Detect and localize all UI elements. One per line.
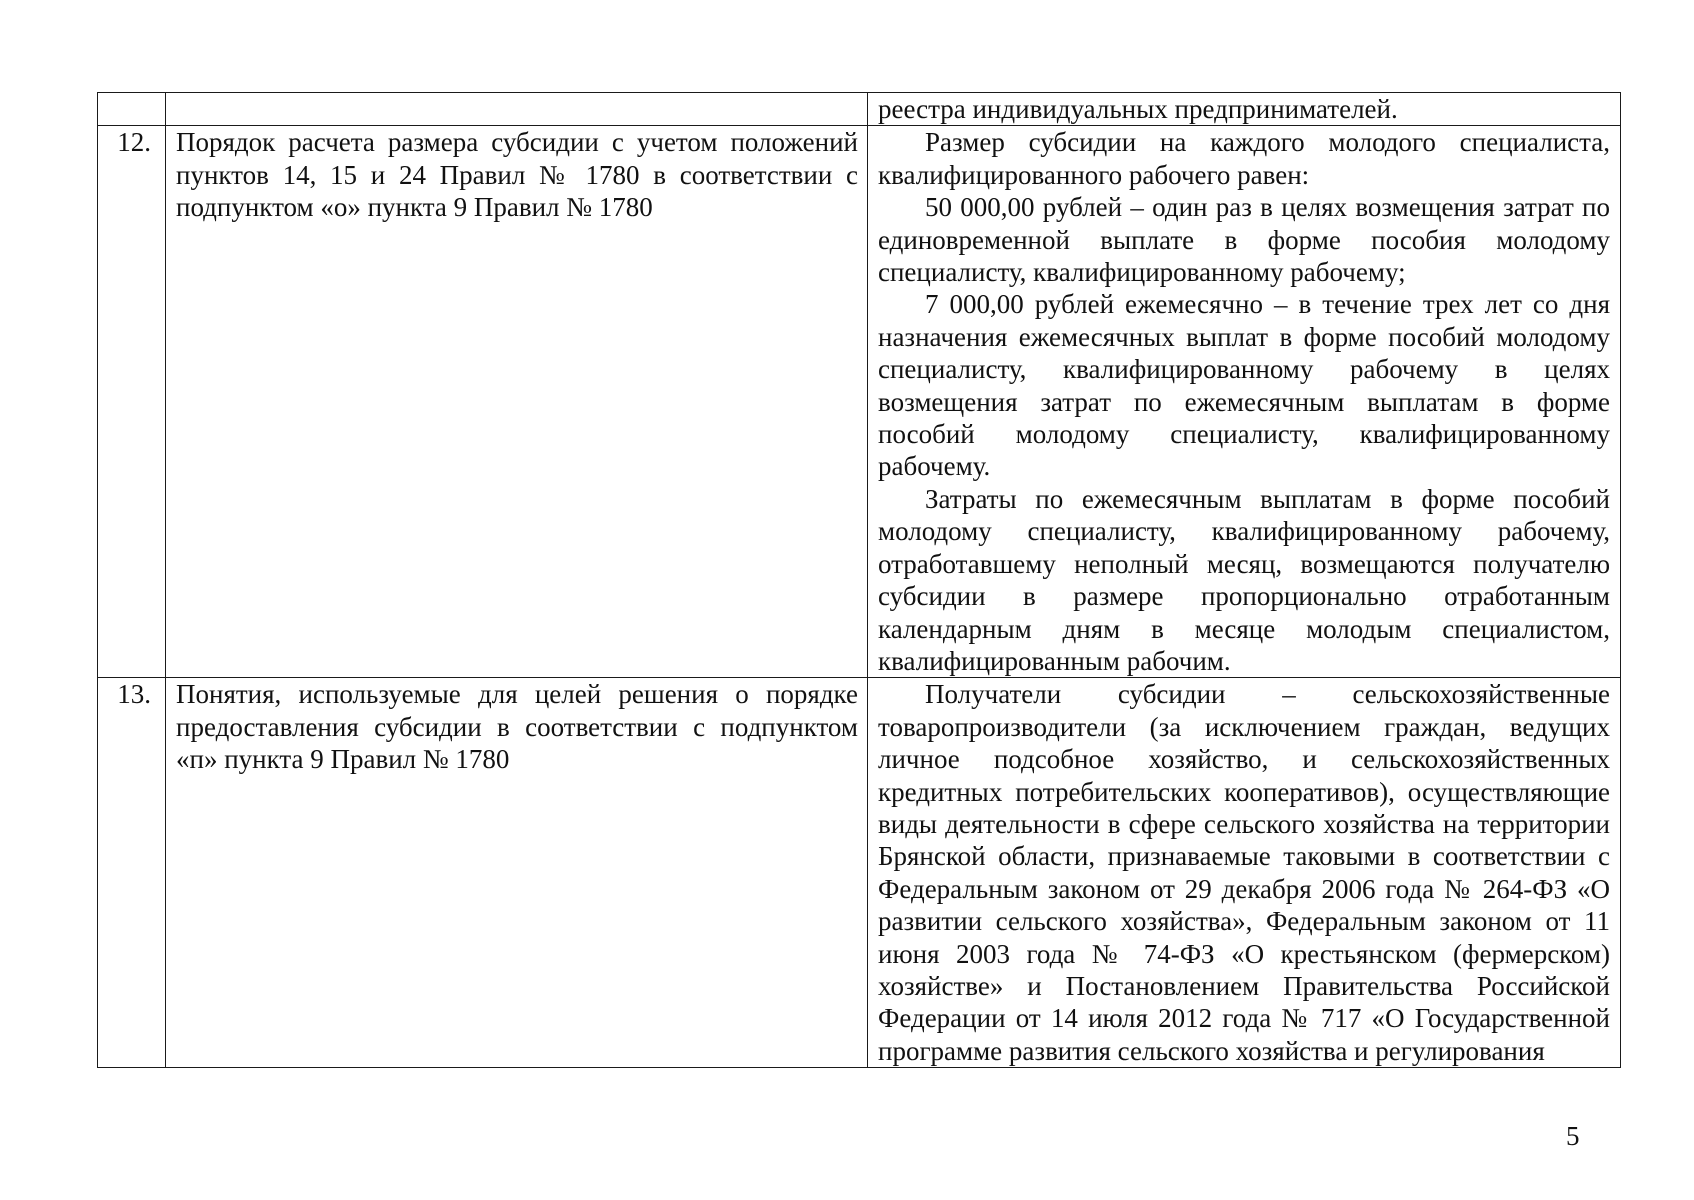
row-number-cell: 13. xyxy=(98,678,166,1068)
row-number-cell: 12. xyxy=(98,126,166,678)
value-paragraph: реестра индивидуальных предпринимателей. xyxy=(878,94,1398,124)
value-cell xyxy=(868,93,1621,126)
value-cell xyxy=(868,678,1621,1068)
value-paragraph: Получатели субсидии – сельскохозяйственные товаропроизводители (за исключением граждан, ведущих личное подсобное хозяйство, и сельскохозяйственных кредитных потребительских кооперативов), осуществляющие виды деятельности в сфере сельского хозяйства на территории Брянской области, признаваемые таковыми в соответствии с Федеральным законом от 29 декабря 2006 года № 264-ФЗ «О развитии сельского хозяйства», Федеральным законом от 11 июня 2003 года № 74-ФЗ «О крестьянском (фермерском) хозяйстве» и Постановлением Правительства Российской Федерации от 14 июля 2012 года № 717 «О Государственной программе развития сельского хозяйства и регулирования xyxy=(878,679,1610,1066)
value-paragraph: 50 000,00 рублей – один раз в целях возмещения затрат по единовременной выплате в форме пособия молодому специалисту, квалифицированному рабочему; xyxy=(878,192,1610,288)
table-row xyxy=(98,93,1621,126)
row-number-cell xyxy=(98,93,166,126)
parameter-cell: Порядок расчета размера субсидии с учетом положений пунктов 14, 15 и 24 Правил № 1780 в соответствии с подпунктом «о» пункта 9 Правил № 1780 xyxy=(166,126,868,678)
value-paragraph: 7 000,00 рублей ежемесячно – в течение трех лет со дня назначения ежемесячных выплат в форме пособий молодому специалисту, квалифицированному рабочему в целях возмещения затрат по ежемесячным выплатам в форме пособий молодому специалисту, квалифицированному рабочему. xyxy=(878,289,1610,482)
parameter-cell: Понятия, используемые для целей решения о порядке предоставления субсидии в соответствии с подпунктом «п» пункта 9 Правил № 1780 xyxy=(166,678,868,1068)
regulation-table xyxy=(97,92,1621,1068)
value-cell xyxy=(868,126,1621,678)
table-row xyxy=(98,678,1621,1068)
page-number: 5 xyxy=(1566,1121,1580,1151)
parameter-cell xyxy=(166,93,868,126)
value-paragraph: Размер субсидии на каждого молодого специалиста, квалифицированного рабочего равен: xyxy=(878,127,1610,190)
table-row xyxy=(98,126,1621,678)
value-paragraph: Затраты по ежемесячным выплатам в форме пособий молодому специалисту, квалифицированному рабочему, отработавшему неполный месяц, возмещаются получателю субсидии в размере пропорционально отработанным календарным дням в месяце молодым специалистом, квалифицированным рабочим. xyxy=(878,483,1610,676)
